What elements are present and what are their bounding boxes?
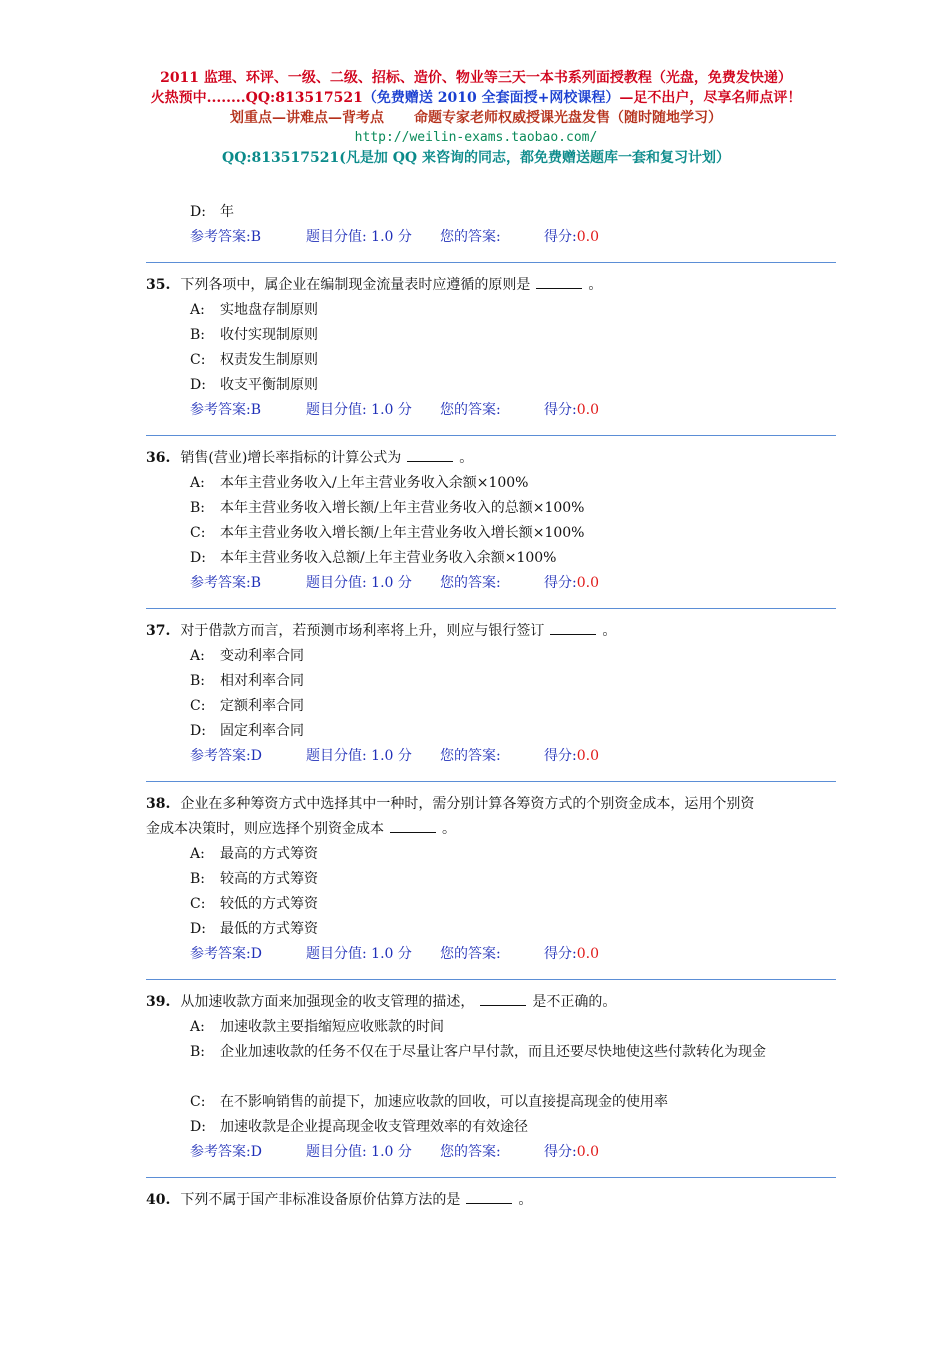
question-points: 题目分值: 1.0 分 xyxy=(306,748,412,764)
option-text: 年 xyxy=(220,204,234,220)
answer-row xyxy=(146,398,836,423)
answer-blank xyxy=(466,1189,512,1204)
option-text: 加速收款主要指缩短应收账款的时间 xyxy=(220,1019,444,1035)
option-text: 较高的方式筹资 xyxy=(220,871,318,887)
reference-answer: 参考答案:B xyxy=(190,571,306,596)
option-text: 加速收款是企业提高现金收支管理效率的有效途径 xyxy=(220,1119,528,1135)
option-row xyxy=(146,917,836,942)
question-38 xyxy=(146,782,836,980)
option-row xyxy=(146,867,836,892)
question-36 xyxy=(146,436,836,609)
option-key: A: xyxy=(190,475,205,491)
header-line-1: 2011 监理、环评、一级、二级、招标、造价、物业等三天一本书系列面授教程（光盘，免费发快递） xyxy=(160,70,792,86)
option-key: C: xyxy=(190,525,206,541)
option-text: 变动利率合同 xyxy=(220,648,304,664)
question-stem: 39. 从加速收款方面来加强现金的收支管理的描述， 是不正确的。 xyxy=(146,990,836,1015)
answer-row xyxy=(146,225,836,250)
score-value: 0.0 xyxy=(576,1144,599,1160)
option-key: C: xyxy=(190,1094,206,1110)
question-40 xyxy=(146,1178,836,1213)
prev-question-tail xyxy=(146,200,836,263)
your-answer: 您的答案: xyxy=(440,229,501,245)
option-row xyxy=(146,471,836,496)
option-row xyxy=(146,644,836,669)
question-stem: 35. 下列各项中，属企业在编制现金流量表时应遵循的原则是 。 xyxy=(146,273,836,298)
your-answer: 您的答案: xyxy=(440,1144,501,1160)
your-answer: 您的答案: xyxy=(440,946,501,962)
option-row xyxy=(146,323,836,348)
blank-line xyxy=(146,1065,836,1090)
option-text: 最低的方式筹资 xyxy=(220,921,318,937)
score: 得分:0.0 xyxy=(544,225,599,250)
option-key: D: xyxy=(190,1119,206,1135)
option-key: D: xyxy=(190,550,206,566)
option-row xyxy=(146,348,836,373)
option-key: A: xyxy=(190,1019,205,1035)
header-line-2 xyxy=(0,88,952,108)
answer-row xyxy=(146,942,836,967)
option-key: D: xyxy=(190,204,206,220)
option-key: B: xyxy=(190,327,206,343)
header-line-2-hot: 火热预中........QQ:813517521 xyxy=(150,90,363,106)
answer-row xyxy=(146,1140,836,1165)
option-key: C: xyxy=(190,352,206,368)
score-value: 0.0 xyxy=(576,575,599,591)
answer-blank xyxy=(550,620,596,635)
question-39 xyxy=(146,980,836,1178)
option-text: 收支平衡制原则 xyxy=(220,377,318,393)
reference-answer-value: B xyxy=(250,402,262,418)
question-stem: 40. 下列不属于国产非标准设备原价估算方法的是 。 xyxy=(146,1188,836,1213)
option-text: 定额利率合同 xyxy=(220,698,304,714)
option-row xyxy=(146,1115,836,1140)
option-text: 最高的方式筹资 xyxy=(220,846,318,862)
option-row xyxy=(146,1015,836,1040)
answer-blank xyxy=(407,447,453,462)
question-points: 题目分值: 1.0 分 xyxy=(306,229,412,245)
header-line-3 xyxy=(0,108,952,128)
option-row xyxy=(146,842,836,867)
reference-answer: 参考答案:D xyxy=(190,1140,306,1165)
reference-answer: 参考答案:B xyxy=(190,398,306,423)
option-text: 在不影响销售的前提下，加速应收款的回收，可以直接提高现金的使用率 xyxy=(220,1094,668,1110)
question-number: 36. xyxy=(146,450,171,466)
option-key: A: xyxy=(190,846,205,862)
score-value: 0.0 xyxy=(576,402,599,418)
option-row xyxy=(146,1090,836,1115)
option-text: 企业加速收款的任务不仅在于尽量让客户早付款，而且还要尽快地使这些付款转化为现金 xyxy=(220,1044,766,1060)
option-key: C: xyxy=(190,896,206,912)
option-row xyxy=(146,373,836,398)
option-row xyxy=(146,694,836,719)
reference-answer: 参考答案:D xyxy=(190,744,306,769)
question-stem: 36. 销售(营业)增长率指标的计算公式为 。 xyxy=(146,446,836,471)
question-stem: 38. 企业在多种筹资方式中选择其中一种时，需分别计算各筹资方式的个别资金成本，运用个别资 xyxy=(146,796,755,812)
option-text: 本年主营业务收入增长额/上年主营业务收入增长额×100% xyxy=(220,525,585,541)
answer-blank xyxy=(536,274,582,289)
score: 得分:0.0 xyxy=(544,1140,599,1165)
header-line-3-experts: 命题专家老师权威授课光盘发售（随时随地学习） xyxy=(414,110,722,126)
question-points: 题目分值: 1.0 分 xyxy=(306,575,412,591)
header-line-2-gift: （免费赠送 2010 全套面授+网校课程） xyxy=(362,90,620,106)
reference-answer: 参考答案:B xyxy=(190,225,306,250)
option-row xyxy=(146,200,836,225)
option-row xyxy=(146,1040,836,1065)
reference-answer: 参考答案:D xyxy=(190,942,306,967)
your-answer: 您的答案: xyxy=(440,575,501,591)
header-line-2-tagline: —足不出户，尽享名师点评！ xyxy=(619,90,802,106)
option-row xyxy=(146,496,836,521)
option-text: 实地盘存制原则 xyxy=(220,302,318,318)
option-row xyxy=(146,298,836,323)
score: 得分:0.0 xyxy=(544,571,599,596)
answer-row xyxy=(146,571,836,596)
option-key: D: xyxy=(190,723,206,739)
option-text: 本年主营业务收入增长额/上年主营业务收入的总额×100% xyxy=(220,500,585,516)
reference-answer-value: B xyxy=(250,229,262,245)
question-points: 题目分值: 1.0 分 xyxy=(306,402,412,418)
option-key: B: xyxy=(190,500,206,516)
option-text: 本年主营业务收入总额/上年主营业务收入余额×100% xyxy=(220,550,557,566)
answer-blank xyxy=(480,991,526,1006)
question-stem: 37. 对于借款方而言，若预测市场利率将上升，则应与银行签订 。 xyxy=(146,619,836,644)
score-value: 0.0 xyxy=(576,946,599,962)
option-text: 权责发生制原则 xyxy=(220,352,318,368)
score-value: 0.0 xyxy=(576,229,599,245)
question-number: 37. xyxy=(146,623,171,639)
score: 得分:0.0 xyxy=(544,398,599,423)
your-answer: 您的答案: xyxy=(440,402,501,418)
header-url[interactable]: http://weilin-exams.taobao.com/ xyxy=(354,130,598,145)
option-key: B: xyxy=(190,871,206,887)
header-line-3-keypoints: 划重点—讲难点—背考点 xyxy=(230,110,384,126)
question-stem-continued: 金成本决策时，则应选择个别资金成本 。 xyxy=(146,817,836,842)
score: 得分:0.0 xyxy=(544,744,599,769)
option-key: B: xyxy=(190,673,206,689)
option-text: 固定利率合同 xyxy=(220,723,304,739)
question-35 xyxy=(146,263,836,436)
option-key: A: xyxy=(190,648,205,664)
score: 得分:0.0 xyxy=(544,942,599,967)
header-line-5: QQ:813517521(凡是加 QQ 来咨询的同志，都免费赠送题库一套和复习计划） xyxy=(222,150,730,166)
option-row xyxy=(146,719,836,744)
option-text: 较低的方式筹资 xyxy=(220,896,318,912)
your-answer: 您的答案: xyxy=(440,748,501,764)
option-text: 收付实现制原则 xyxy=(220,327,318,343)
question-number: 35. xyxy=(146,277,171,293)
promo-header xyxy=(0,68,952,168)
reference-answer-value: D xyxy=(250,748,262,764)
question-list xyxy=(146,200,836,1213)
option-key: B: xyxy=(190,1044,206,1060)
option-row xyxy=(146,669,836,694)
question-37 xyxy=(146,609,836,782)
answer-blank xyxy=(390,818,436,833)
option-text: 相对利率合同 xyxy=(220,673,304,689)
answer-row xyxy=(146,744,836,769)
option-key: C: xyxy=(190,698,206,714)
question-number: 39. xyxy=(146,994,171,1010)
reference-answer-value: D xyxy=(250,1144,262,1160)
question-number: 38. xyxy=(146,796,171,812)
option-key: D: xyxy=(190,921,206,937)
option-row xyxy=(146,892,836,917)
question-points: 题目分值: 1.0 分 xyxy=(306,1144,412,1160)
question-number: 40. xyxy=(146,1192,171,1208)
option-text: 本年主营业务收入/上年主营业务收入余额×100% xyxy=(220,475,529,491)
question-points: 题目分值: 1.0 分 xyxy=(306,946,412,962)
option-key: D: xyxy=(190,377,206,393)
score-value: 0.0 xyxy=(576,748,599,764)
option-row xyxy=(146,546,836,571)
reference-answer-value: B xyxy=(250,575,262,591)
reference-answer-value: D xyxy=(250,946,262,962)
option-key: A: xyxy=(190,302,205,318)
option-row xyxy=(146,521,836,546)
